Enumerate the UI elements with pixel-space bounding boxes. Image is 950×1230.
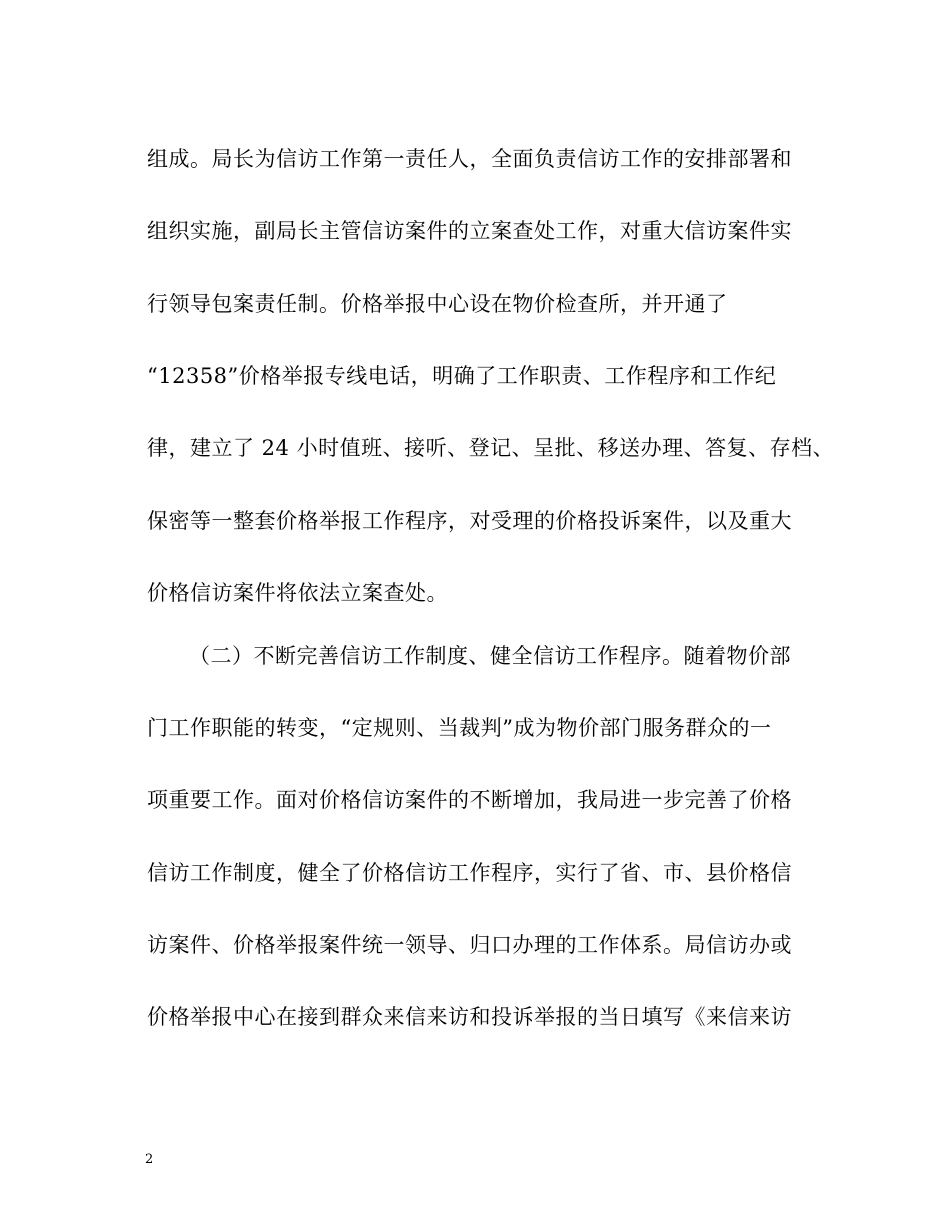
text-line: 信访工作制度，健全了价格信访工作程序，实行了省、市、县价格信 — [147, 861, 792, 885]
text-line: 组织实施，副局长主管信访案件的立案查处工作，对重大信访案件实 — [147, 219, 792, 243]
text-line: 行领导包案责任制。价格举报中心设在物价检查所，并开通了 — [147, 292, 728, 316]
text-line: 价格信访案件将依法立案查处。 — [147, 581, 448, 605]
text-line: 项重要工作。面对价格信访案件的不断增加，我局进一步完善了价格 — [147, 788, 792, 812]
text-line: 保密等一整套价格举报工作程序，对受理的价格投诉案件，以及重大 — [147, 509, 792, 533]
text-line: 律，建立了 24 小时值班、接听、登记、呈批、移送办理、答复、存档、 — [147, 436, 835, 460]
text-line: 价格举报中心在接到群众来信来访和投诉举报的当日填写《来信来访 — [147, 1005, 792, 1029]
paragraph-first-line: （二）不断完善信访工作制度、健全信访工作程序。随着物价部 — [189, 644, 791, 668]
page-number: 2 — [145, 1152, 154, 1167]
text-line: 访案件、价格举报案件统一领导、归口办理的工作体系。局信访办或 — [147, 933, 792, 957]
text-line: 组成。局长为信访工作第一责任人，全面负责信访工作的安排部署和 — [147, 147, 792, 171]
text-line: “12358”价格举报专线电话，明确了工作职责、工作程序和工作纪 — [147, 364, 777, 388]
text-line: 门工作职能的转变，“定规则、当裁判”成为物价部门服务群众的一 — [147, 716, 772, 740]
